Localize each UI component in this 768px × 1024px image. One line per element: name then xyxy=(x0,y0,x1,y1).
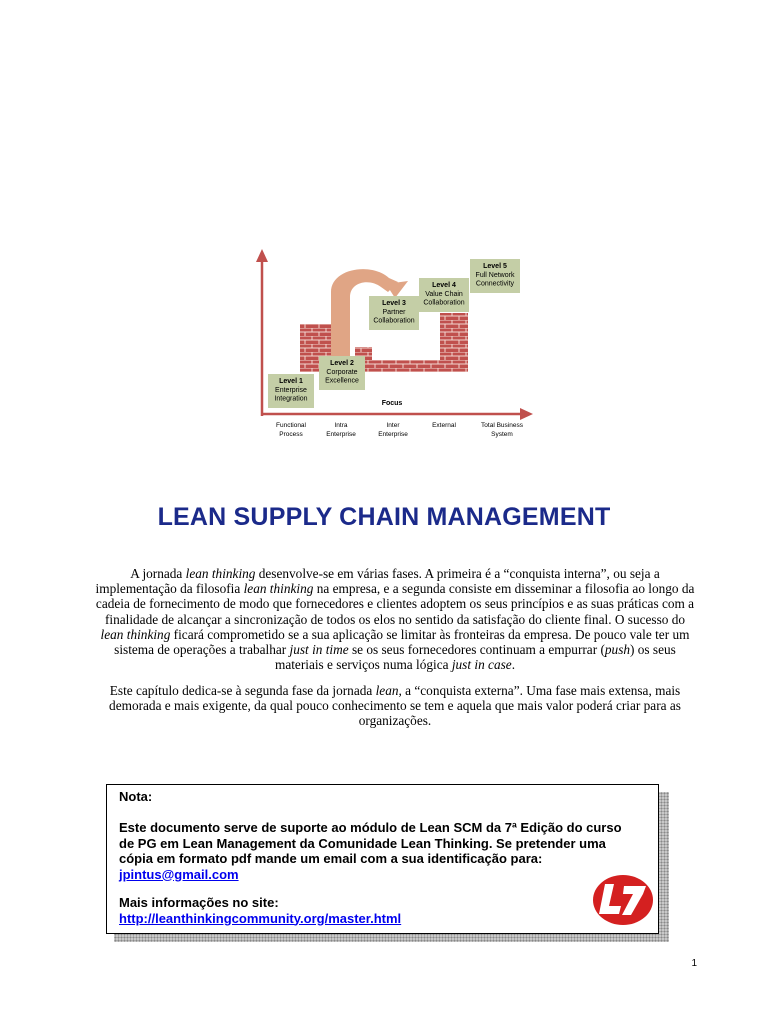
level-4-box xyxy=(419,278,469,312)
paragraph-run: desenvolve-se em várias fases. A primeira é a “conquista interna”, ou seja a implementação da filosofia xyxy=(95,566,660,597)
level-5-box xyxy=(470,259,520,293)
level-description: Corporate xyxy=(326,369,358,376)
paragraph-run: a “conquista externa”. Uma fase mais extensa, mais demorada e mais exigente, da qual pouco conhecimento se tem e aquela que mais valor poderá criar para as organizações. xyxy=(109,683,681,729)
level-description: Excellence xyxy=(325,377,359,385)
level-description: Collaboration xyxy=(423,299,465,307)
level-description: Collaboration xyxy=(373,317,415,325)
level-3-box xyxy=(369,296,419,330)
note-box xyxy=(106,784,659,934)
level-description: Full Network xyxy=(475,272,515,279)
paragraph-run: na empresa, e a segunda consiste em disseminar a filosofia ao longo da cadeia de fornecimento de modo que fornecedores e clientes adoptem os seus princípios e as suas práticas com a finalidade de alcançar a sincronização de todos os elos no sentido da satisfação do cliente final. O sucesso do xyxy=(95,581,695,627)
note-label: Nota: xyxy=(119,789,153,804)
paragraph-run: lean thinking xyxy=(243,581,314,597)
x-category-label: Functional xyxy=(276,422,306,429)
level-description: Integration xyxy=(274,395,308,403)
level-description: Partner xyxy=(382,309,406,316)
level-title: Level 1 xyxy=(279,378,303,385)
note-body xyxy=(119,820,639,882)
level-description: Enterprise xyxy=(275,387,307,394)
page-number: 1 xyxy=(691,958,697,969)
level-1-box xyxy=(268,374,314,408)
paragraph-run: A jornada xyxy=(130,566,186,581)
level-title: Level 4 xyxy=(432,282,456,289)
paragraph-run: se os seus fornecedores continuam a empurrar ( xyxy=(348,642,605,658)
x-axis-categories xyxy=(276,422,524,438)
paragraph-run: ficará comprometido se a sua aplicação se limitar às fronteiras da empresa. De pouco vale ter um sistema de operações a trabalhar xyxy=(114,626,690,658)
paragraph-run: . xyxy=(511,657,516,673)
chapter-paragraph xyxy=(92,683,698,729)
site-link[interactable]: http://leanthinkingcommunity.org/master.html xyxy=(119,910,402,926)
document-title: LEAN SUPPLY CHAIN MANAGEMENT xyxy=(157,503,611,531)
lean-levels-diagram xyxy=(0,0,768,460)
level-description: Value Chain xyxy=(425,291,463,298)
intro-paragraph xyxy=(92,566,698,672)
note-body-text: Este documento serve de suporte ao módulo de Lean SCM da 7ª Edição do curso de PG em Lean Management da Comunidade Lean Thinking. Se pretender uma cópia em formato pdf mande um email com a sua identificação para: xyxy=(119,820,622,866)
focus-label: Focus xyxy=(381,400,403,407)
x-category-label: Intra xyxy=(334,422,348,429)
more-info xyxy=(119,895,401,926)
level-title: Level 2 xyxy=(330,360,354,367)
level-description: Connectivity xyxy=(475,280,515,288)
x-category-label: Inter xyxy=(386,422,400,429)
x-category-label: Enterprise xyxy=(326,431,356,438)
x-category-label: Total Business xyxy=(481,422,523,429)
paragraph-run: ) os seus materiais e serviços numa lógica xyxy=(274,642,676,673)
level-2-box xyxy=(319,356,365,390)
x-category-label: Enterprise xyxy=(378,431,408,438)
paragraph-run: lean thinking xyxy=(100,626,171,642)
paragraph-run: lean, xyxy=(375,683,402,698)
paragraph-run: Este capítulo dedica-se à segunda fase da jornada xyxy=(109,683,376,698)
paragraph-run: lean thinking xyxy=(185,566,256,581)
paragraph-run: just in case xyxy=(451,657,512,673)
more-info-label: Mais informações no site: xyxy=(119,895,279,910)
paragraph-run: just in time xyxy=(289,642,349,658)
level-title: Level 3 xyxy=(382,300,406,307)
paragraph-run: push xyxy=(604,642,631,658)
level-title: Level 5 xyxy=(483,263,507,270)
x-category-label: System xyxy=(491,431,513,438)
x-category-label: External xyxy=(432,422,456,429)
x-category-label: Process xyxy=(279,431,303,438)
lean-logo-icon xyxy=(591,873,655,927)
email-link[interactable]: jpintus@gmail.com xyxy=(119,866,239,882)
